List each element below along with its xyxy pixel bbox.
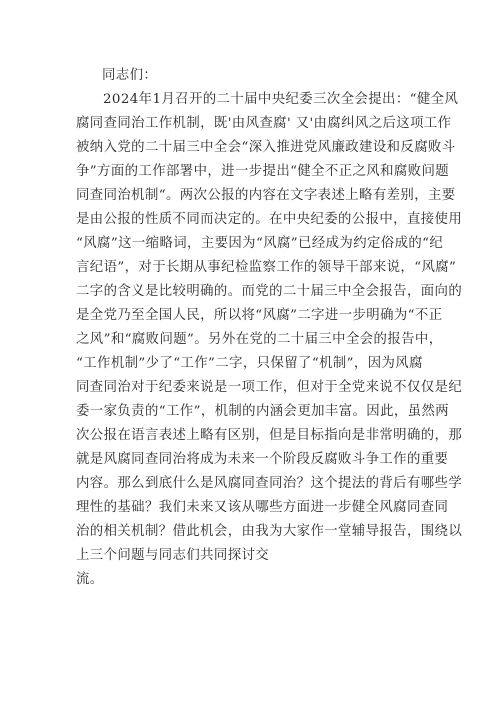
salutation: 同志们：	[102, 68, 158, 83]
paragraph-line: 就是风腐同查同治将成为未来一个阶段反腐败斗争工作的重要	[76, 452, 449, 467]
paragraph-line: 理性的基础？我们未来又该从哪些方面进一步健全风腐同查同	[76, 500, 449, 515]
paragraph-line: 二字的含义是比较明确的。而党的二十届三中全会报告，面向的	[76, 284, 463, 299]
paragraph-line: 同查同治机制“。两次公报的内容在文字表述上略有差别，主要	[76, 188, 456, 203]
paragraph-line: 流。	[76, 572, 104, 587]
paragraph-line: 次公报在语言表述上略有区别，但是目标指向是非常明确的，那	[76, 428, 463, 443]
paragraph-line: 上三个问题与同志们共同探讨交	[76, 548, 270, 563]
paragraph-line: 被纳入党的二十届三中全会“深入推进党风廉政建设和反腐败斗	[76, 140, 456, 155]
paragraph-line: “工作机制”少了“工作”二字，只保留了“机制”，因为风腐	[76, 356, 423, 371]
paragraph-line: 是全党乃至全国人民，所以将“风腐”二字进一步明确为“不正	[76, 308, 443, 323]
paragraph-line: “风腐”这一缩略词，主要因为“风腐”已经成为约定俗成的“纪	[76, 236, 444, 251]
paragraph-line: 争”方面的工作部署中，进一步提出“健全不正之风和腐败问题	[76, 164, 450, 179]
paragraph-line: 腐同查同治工作机制，既'由风查腐' 又'由腐纠风之后这项工作	[76, 116, 452, 131]
paragraph-line: 言纪语”，对于长期从事纪检监察工作的领导干部来说，“风腐”	[76, 260, 457, 275]
paragraph-line: 之风”和“腐败问题”。另外在党的二十届三中全会的报告中，	[76, 332, 443, 347]
paragraph-line: 是由公报的性质不同而决定的。在中央纪委的公报中，直接使用	[76, 212, 463, 227]
paragraph-line: 2024年1月召开的二十届中央纪委三次全会提出：“健全风	[103, 92, 459, 107]
paragraph-line: 内容。那么到底什么是风腐同查同治？这个提法的背后有哪些学	[76, 476, 463, 491]
paragraph-line: 委一家负责的“工作”，机制的内涵会更加丰富。因此，虽然两	[76, 404, 450, 419]
paragraph-line: 治的相关机制？借此机会，由我为大家作一堂辅导报告，围绕以	[76, 524, 463, 539]
paragraph-line: 同查同治对于纪委来说是一项工作，但对于全党来说不仅仅是纪	[76, 380, 463, 395]
